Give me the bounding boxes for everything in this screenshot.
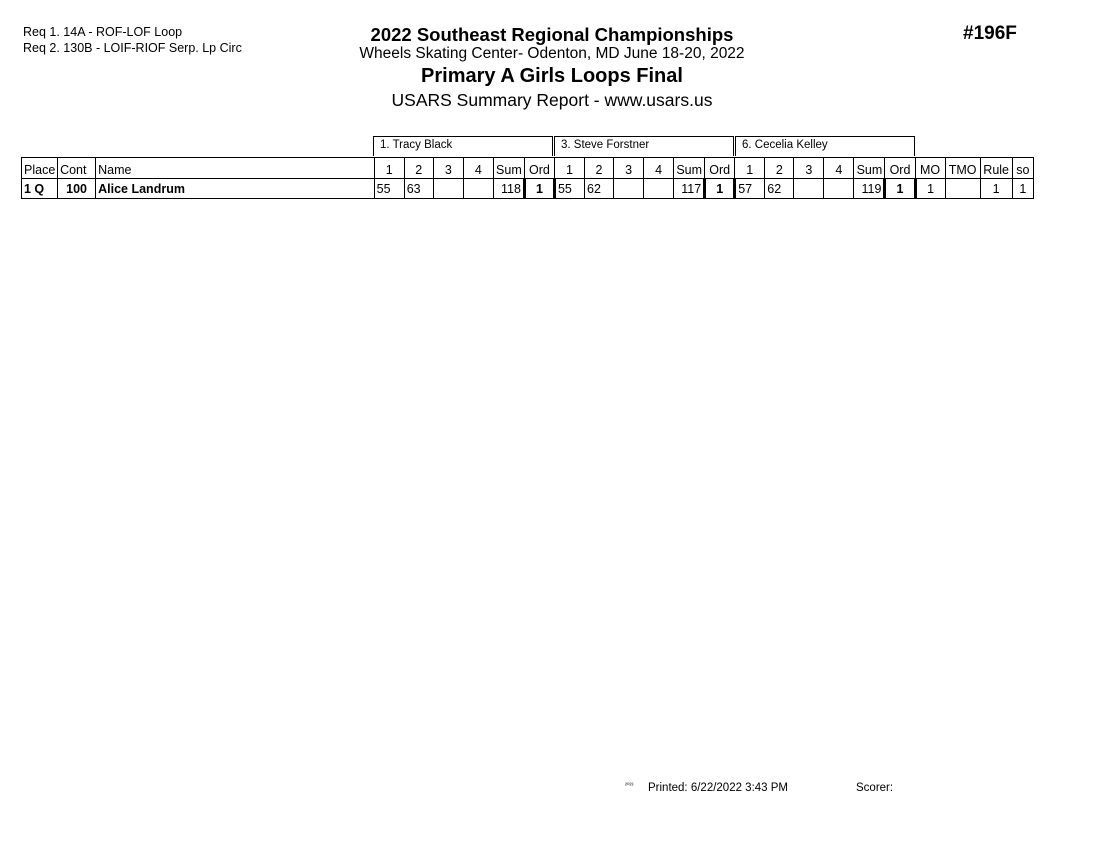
j2-score-2: 62 [585,179,614,199]
j1-ord: 1 [524,179,554,199]
j3-score-1: 57 [735,179,765,199]
j3-score-3 [794,179,824,199]
j1-score-2: 63 [404,179,433,199]
col-rule: Rule [980,158,1012,179]
j3-score-4 [824,179,854,199]
col-j2-s1: 1 [554,158,584,179]
footer-code: ²⁰²³ [625,783,634,789]
j3-score-2: 62 [765,179,794,199]
col-j2-s3: 3 [614,158,644,179]
skater-name: Alice Landrum [96,179,375,199]
col-j3-s4: 4 [824,158,854,179]
requirement-2: Req 2. 130B - LOIF-RIOF Serp. Lp Circ [23,41,242,55]
judge-header-3: 6. Cecelia Kelley [735,136,915,156]
j1-score-3 [433,179,463,199]
j3-ord: 1 [885,179,915,199]
col-j1-sum: Sum [493,158,524,179]
cont-cell: 100 [58,179,96,199]
col-j1-s4: 4 [463,158,493,179]
requirement-1: Req 1. 14A - ROF-LOF Loop [23,25,183,39]
event-number: #196F [963,23,1017,44]
j1-sum: 118 [493,179,524,199]
printed-timestamp: Printed: 6/22/2022 3:43 PM [648,782,789,794]
mo-cell: 1 [915,179,945,199]
j1-score-4 [463,179,493,199]
col-j2-ord: Ord [705,158,735,179]
col-j1-s1: 1 [374,158,404,179]
place-cell: 1 Q [22,179,58,199]
col-j2-s4: 4 [644,158,674,179]
col-name: Name [96,158,375,179]
competition-location: Wheels Skating Center- Odenton, MD June 18-20, 2022 [359,45,745,62]
report-title: USARS Summary Report - www.usars.us [391,90,713,110]
col-mo: MO [915,158,945,179]
col-tmo: TMO [945,158,980,179]
col-j1-s2: 2 [404,158,433,179]
judge-header-2: 3. Steve Forstner [554,136,734,156]
competition-title: 2022 Southeast Regional Championships [370,24,734,45]
table-header-row [22,158,1034,179]
j3-sum: 119 [854,179,885,199]
col-place: Place [22,158,58,179]
so-cell: 1 [1012,179,1033,199]
j2-score-1: 55 [554,179,584,199]
col-j2-sum: Sum [674,158,705,179]
table-row [22,179,1034,199]
col-j3-s3: 3 [794,158,824,179]
j2-score-4 [644,179,674,199]
scorer-label: Scorer: [856,782,894,794]
judge-header-1: 1. Tracy Black [373,136,553,156]
col-j3-sum: Sum [854,158,885,179]
j2-ord: 1 [705,179,735,199]
col-j3-s1: 1 [735,158,765,179]
col-so: so [1012,158,1033,179]
col-j3-ord: Ord [885,158,915,179]
tmo-cell [945,179,980,199]
rule-cell: 1 [980,179,1012,199]
j2-sum: 117 [674,179,705,199]
results-table [21,157,1034,199]
event-title: Primary A Girls Loops Final [421,65,683,87]
col-j1-ord: Ord [524,158,554,179]
j1-score-1: 55 [374,179,404,199]
col-j1-s3: 3 [433,158,463,179]
col-j2-s2: 2 [585,158,614,179]
j2-score-3 [614,179,644,199]
col-j3-s2: 2 [765,158,794,179]
col-cont: Cont [58,158,96,179]
